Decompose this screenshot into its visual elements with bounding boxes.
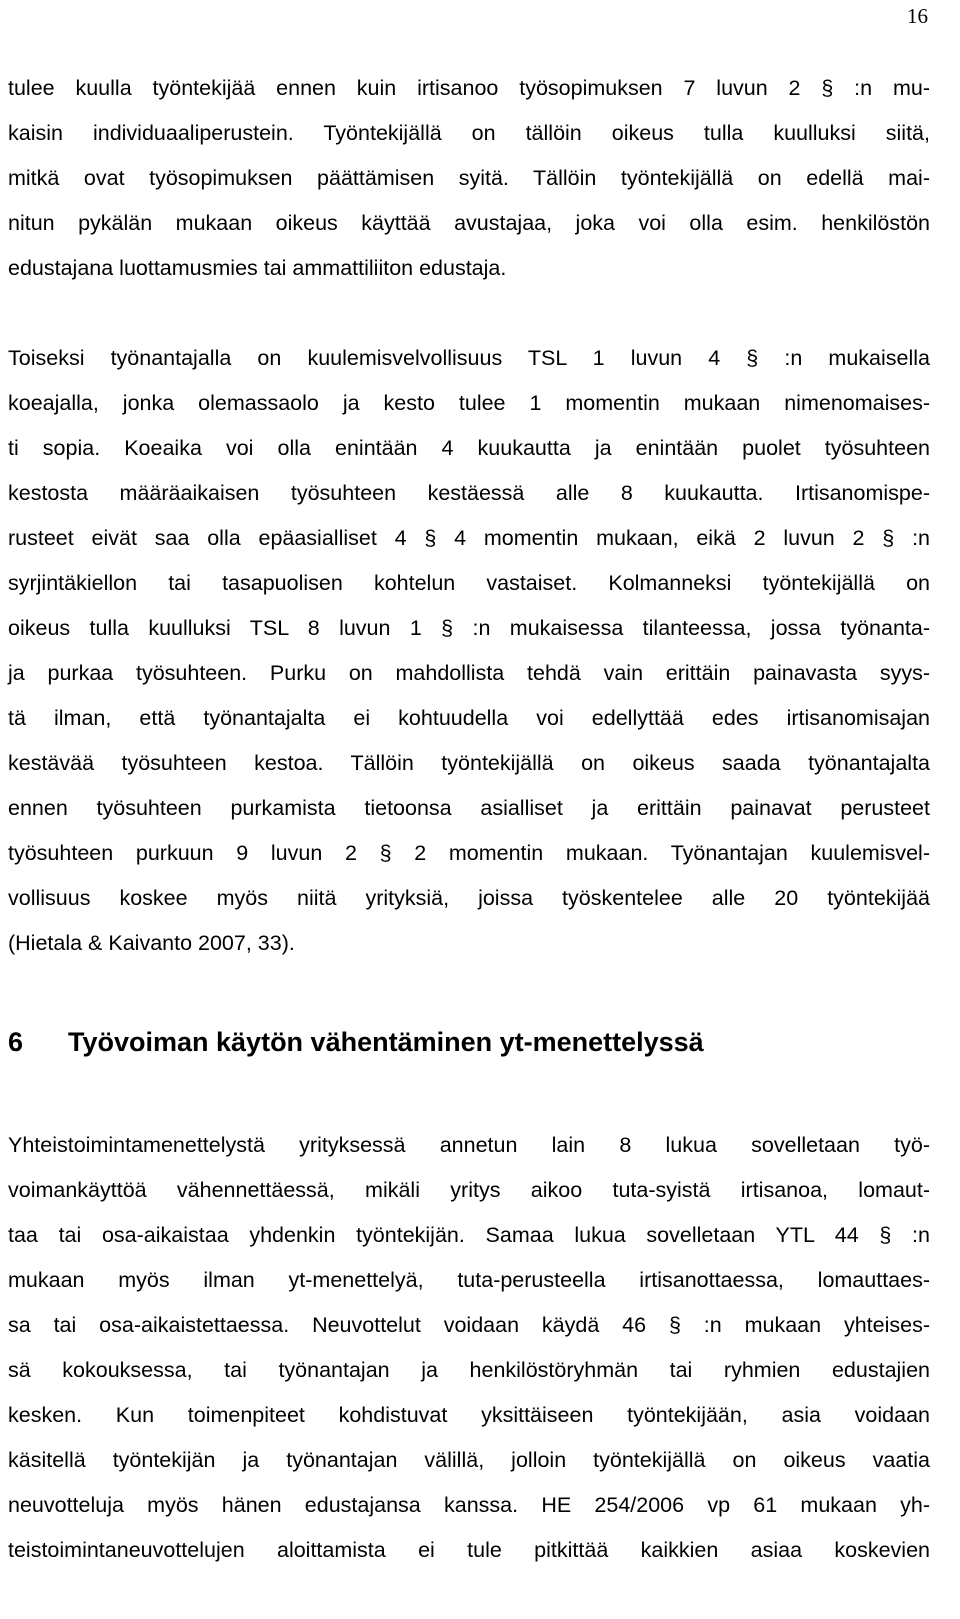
text-line: voimankäyttöä vähennettäessä, mikäli yritys aikoo tuta-syistä irtisanoa, lomaut- (8, 1178, 930, 1202)
section-number: 6 (8, 1027, 24, 1057)
text-line: teistoimintaneuvottelujen aloittamista ei tule pitkittää kaikkien asiaa koskevien (8, 1538, 930, 1562)
text-line: Yhteistoimintamenettelystä yrityksessä annetun lain 8 lukua sovelletaan työ- (8, 1133, 930, 1157)
text-line: mitkä ovat työsopimuksen päättämisen syitä. Tällöin työntekijällä on edellä mai- (8, 166, 930, 190)
text-line: rusteet eivät saa olla epäasialliset 4 § 4 momentin mukaan, eikä 2 luvun 2 § :n (8, 526, 930, 550)
paragraph-3 (8, 1123, 930, 1573)
page-number: 16 (907, 4, 928, 28)
text-line: oikeus tulla kuulluksi TSL 8 luvun 1 § :n mukaisessa tilanteessa, jossa työnanta- (8, 616, 930, 640)
text-line: kestosta määräaikaisen työsuhteen kestäessä alle 8 kuukautta. Irtisanomispe- (8, 481, 930, 505)
text-line: ti sopia. Koeaika voi olla enintään 4 kuukautta ja enintään puolet työsuhteen (8, 436, 930, 460)
text-line: käsitellä työntekijän ja työnantajan välillä, jolloin työntekijällä on oikeus vaatia (8, 1448, 930, 1472)
text-line: koeajalla, jonka olemassaolo ja kesto tulee 1 momentin mukaan nimenomaises- (8, 391, 930, 415)
text-line: mukaan myös ilman yt-menettelyä, tuta-perusteella irtisanottaessa, lomauttaes- (8, 1268, 930, 1292)
text-line: kaisin individuaaliperustein. Työntekijällä on tällöin oikeus tulla kuulluksi siitä, (8, 121, 930, 145)
text-line: taa tai osa-aikaistaa yhdenkin työntekijän. Samaa lukua sovelletaan YTL 44 § :n (8, 1223, 930, 1247)
text-line: sä kokouksessa, tai työnantajan ja henkilöstöryhmän tai ryhmien edustajien (8, 1358, 930, 1382)
paragraph-1 (8, 66, 930, 291)
text-line: neuvotteluja myös hänen edustajansa kanssa. HE 254/2006 vp 61 mukaan yh- (8, 1493, 930, 1517)
text-line: tä ilman, että työnantajalta ei kohtuudella voi edellyttää edes irtisanomisajan (8, 706, 930, 730)
text-line: nitun pykälän mukaan oikeus käyttää avustajaa, joka voi olla esim. henkilöstön (8, 211, 930, 235)
text-line: työsuhteen purkuun 9 luvun 2 § 2 momentin mukaan. Työnantajan kuulemisvel- (8, 841, 930, 865)
text-line: sa tai osa-aikaistettaessa. Neuvottelut voidaan käydä 46 § :n mukaan yhteises- (8, 1313, 930, 1337)
section-title: Työvoiman käytön vähentäminen yt-menettelyssä (68, 1027, 704, 1057)
text-line: syrjintäkiellon tai tasapuolisen kohtelun vastaiset. Kolmanneksi työntekijällä on (8, 571, 930, 595)
section-heading (8, 1020, 930, 1065)
text-line: kesken. Kun toimenpiteet kohdistuvat yksittäiseen työntekijään, asia voidaan (8, 1403, 930, 1427)
text-line: Toiseksi työnantajalla on kuulemisvelvollisuus TSL 1 luvun 4 § :n mukaisella (8, 346, 930, 370)
text-line: kestävää työsuhteen kestoa. Tällöin työntekijällä on oikeus saada työnantajalta (8, 751, 930, 775)
text-line: ja purkaa työsuhteen. Purku on mahdollista tehdä vain erittäin painavasta syys- (8, 661, 930, 685)
paragraph-2 (8, 336, 930, 966)
text-line: (Hietala & Kaivanto 2007, 33). (8, 931, 295, 955)
text-line: edustajana luottamusmies tai ammattiliiton edustaja. (8, 256, 507, 280)
text-line: tulee kuulla työntekijää ennen kuin irtisanoo työsopimuksen 7 luvun 2 § :n mu- (8, 76, 930, 100)
text-line: vollisuus koskee myös niitä yrityksiä, joissa työskentelee alle 20 työntekijää (8, 886, 930, 910)
text-line: ennen työsuhteen purkamista tietoonsa asialliset ja erittäin painavat perusteet (8, 796, 930, 820)
